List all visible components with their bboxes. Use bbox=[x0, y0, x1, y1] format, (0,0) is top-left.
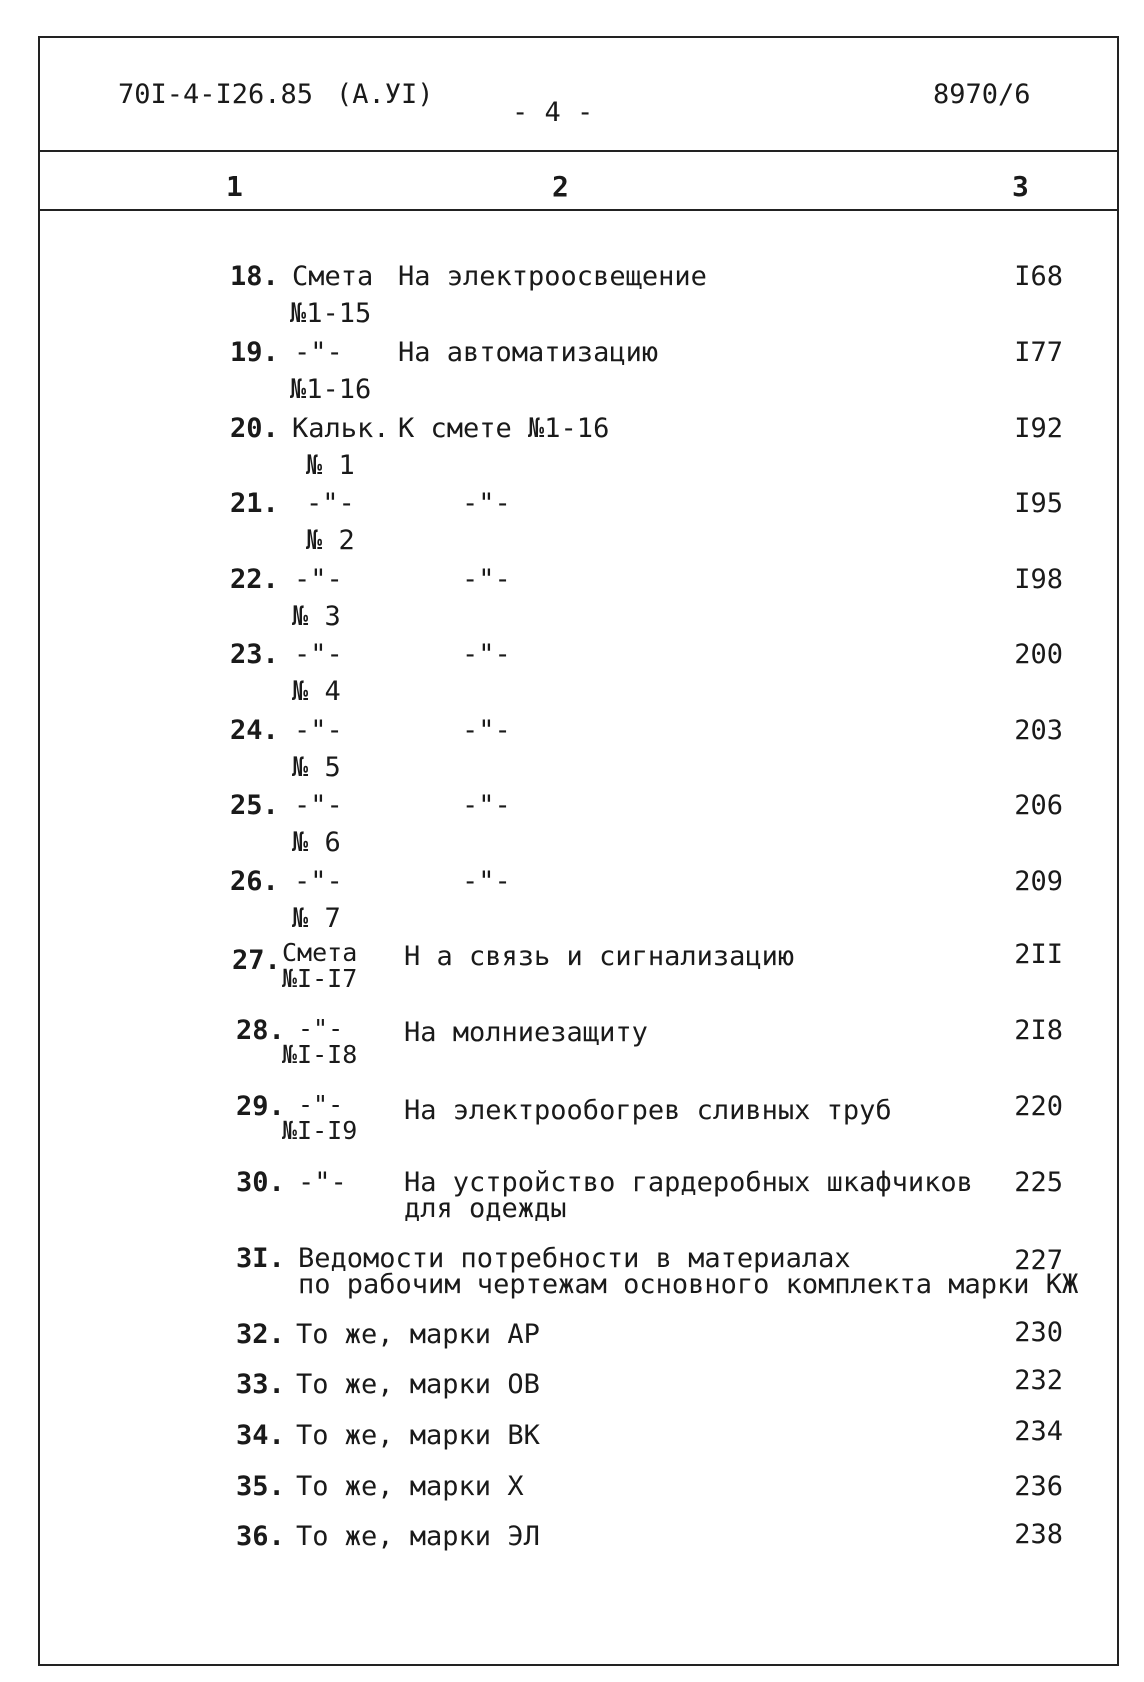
row-page: 2II bbox=[1014, 939, 1063, 970]
row-description: То же, марки Х bbox=[296, 1471, 524, 1502]
row-number: 33. bbox=[236, 1369, 285, 1400]
row-type: -"- bbox=[294, 715, 343, 746]
row-description: К смете №1-16 bbox=[398, 413, 610, 444]
row-number: 34. bbox=[236, 1420, 285, 1451]
row-description: То же, марки ОВ bbox=[296, 1369, 540, 1400]
row-description: На молниезащиту bbox=[404, 1017, 648, 1048]
row-type-ref: №1-16 bbox=[290, 374, 372, 405]
row-type: -"- bbox=[294, 639, 343, 670]
row-description: На устройство гардеробных шкафчиков bbox=[404, 1167, 973, 1198]
row-description: -"- bbox=[462, 866, 511, 897]
row-number: 36. bbox=[236, 1521, 285, 1552]
row-number: 27. bbox=[232, 945, 281, 976]
column-header-divider bbox=[38, 209, 1119, 211]
row-number: 23. bbox=[230, 639, 279, 670]
row-description: На электроосвещение bbox=[398, 261, 707, 292]
row-page: 2I8 bbox=[1014, 1015, 1063, 1046]
header-divider bbox=[38, 150, 1119, 152]
row-page: 203 bbox=[1014, 715, 1063, 746]
row-description: То же, марки ЭЛ bbox=[296, 1521, 540, 1552]
row-page: 209 bbox=[1014, 866, 1063, 897]
row-type: -"- bbox=[294, 866, 343, 897]
row-number: 18. bbox=[230, 261, 279, 292]
row-number: 25. bbox=[230, 790, 279, 821]
row-type: Смета bbox=[282, 938, 358, 967]
row-number: 28. bbox=[236, 1015, 285, 1046]
row-type-ref: № 7 bbox=[292, 903, 341, 934]
row-type: Смета bbox=[292, 261, 374, 292]
row-page: 225 bbox=[1014, 1167, 1063, 1198]
row-type-ref: № 2 bbox=[306, 525, 355, 556]
column-header-3: 3 bbox=[1012, 170, 1029, 203]
row-number: 3I. bbox=[236, 1243, 285, 1274]
row-number: 32. bbox=[236, 1319, 285, 1350]
row-description: Н а связь и сигнализацию bbox=[404, 941, 795, 972]
column-header-1: 1 bbox=[226, 170, 243, 203]
row-description: -"- bbox=[462, 564, 511, 595]
row-page: I98 bbox=[1014, 564, 1063, 595]
row-type-ref: № 6 bbox=[292, 827, 341, 858]
row-type-ref: №I-I9 bbox=[282, 1116, 358, 1145]
row-number: 35. bbox=[236, 1471, 285, 1502]
column-header-2: 2 bbox=[552, 170, 569, 203]
row-page: 236 bbox=[1014, 1471, 1063, 1502]
row-type: -"- bbox=[298, 1014, 344, 1043]
row-page: 227 bbox=[1014, 1245, 1063, 1276]
row-description: На автоматизацию bbox=[398, 337, 659, 368]
row-page: 230 bbox=[1014, 1317, 1063, 1348]
row-number: 19. bbox=[230, 337, 279, 368]
row-type-ref: № 3 bbox=[292, 601, 341, 632]
row-number: 22. bbox=[230, 564, 279, 595]
row-number: 21. bbox=[230, 488, 279, 519]
album-label: (А.УI) bbox=[336, 79, 434, 110]
row-number: 30. bbox=[236, 1167, 285, 1198]
row-number: 20. bbox=[230, 413, 279, 444]
row-description: Ведомости потребности в материалах bbox=[298, 1243, 851, 1274]
row-number: 24. bbox=[230, 715, 279, 746]
row-description: -"- bbox=[462, 790, 511, 821]
row-type: -"- bbox=[298, 1167, 347, 1198]
row-type: -"- bbox=[298, 1090, 344, 1119]
row-type: -"- bbox=[294, 564, 343, 595]
row-type-ref: №1-15 bbox=[290, 298, 372, 329]
row-type-ref: № 1 bbox=[306, 450, 355, 481]
row-type: -"- bbox=[306, 488, 355, 519]
document-number: 8970/6 bbox=[933, 79, 1031, 110]
row-description: То же, марки ВК bbox=[296, 1420, 540, 1451]
row-page: 232 bbox=[1014, 1365, 1063, 1396]
row-type-ref: №I-I8 bbox=[282, 1040, 358, 1069]
row-page: I77 bbox=[1014, 337, 1063, 368]
row-type-ref: № 5 bbox=[292, 752, 341, 783]
row-page: 200 bbox=[1014, 639, 1063, 670]
row-page: I92 bbox=[1014, 413, 1063, 444]
row-page: I68 bbox=[1014, 261, 1063, 292]
row-page: 238 bbox=[1014, 1519, 1063, 1550]
row-description: То же, марки АР bbox=[296, 1319, 540, 1350]
row-page: 206 bbox=[1014, 790, 1063, 821]
row-number: 26. bbox=[230, 866, 279, 897]
row-description: -"- bbox=[462, 639, 511, 670]
row-description: На электрообогрев сливных труб bbox=[404, 1095, 892, 1126]
row-type-ref: №I-I7 bbox=[282, 964, 358, 993]
row-description-cont: для одежды bbox=[404, 1193, 567, 1224]
row-description: -"- bbox=[462, 488, 511, 519]
row-description: -"- bbox=[462, 715, 511, 746]
row-type: -"- bbox=[294, 790, 343, 821]
row-number: 29. bbox=[236, 1091, 285, 1122]
row-page: 234 bbox=[1014, 1416, 1063, 1447]
row-page: 220 bbox=[1014, 1091, 1063, 1122]
document-code: 70I-4-I26.85 bbox=[118, 79, 314, 110]
row-page: I95 bbox=[1014, 488, 1063, 519]
page-number: - 4 - bbox=[512, 97, 594, 128]
row-type: Кальк. bbox=[292, 413, 390, 444]
row-type-ref: № 4 bbox=[292, 676, 341, 707]
row-type: -"- bbox=[294, 337, 343, 368]
row-description-cont: по рабочим чертежам основного комплекта марки КЖ bbox=[298, 1269, 1079, 1300]
